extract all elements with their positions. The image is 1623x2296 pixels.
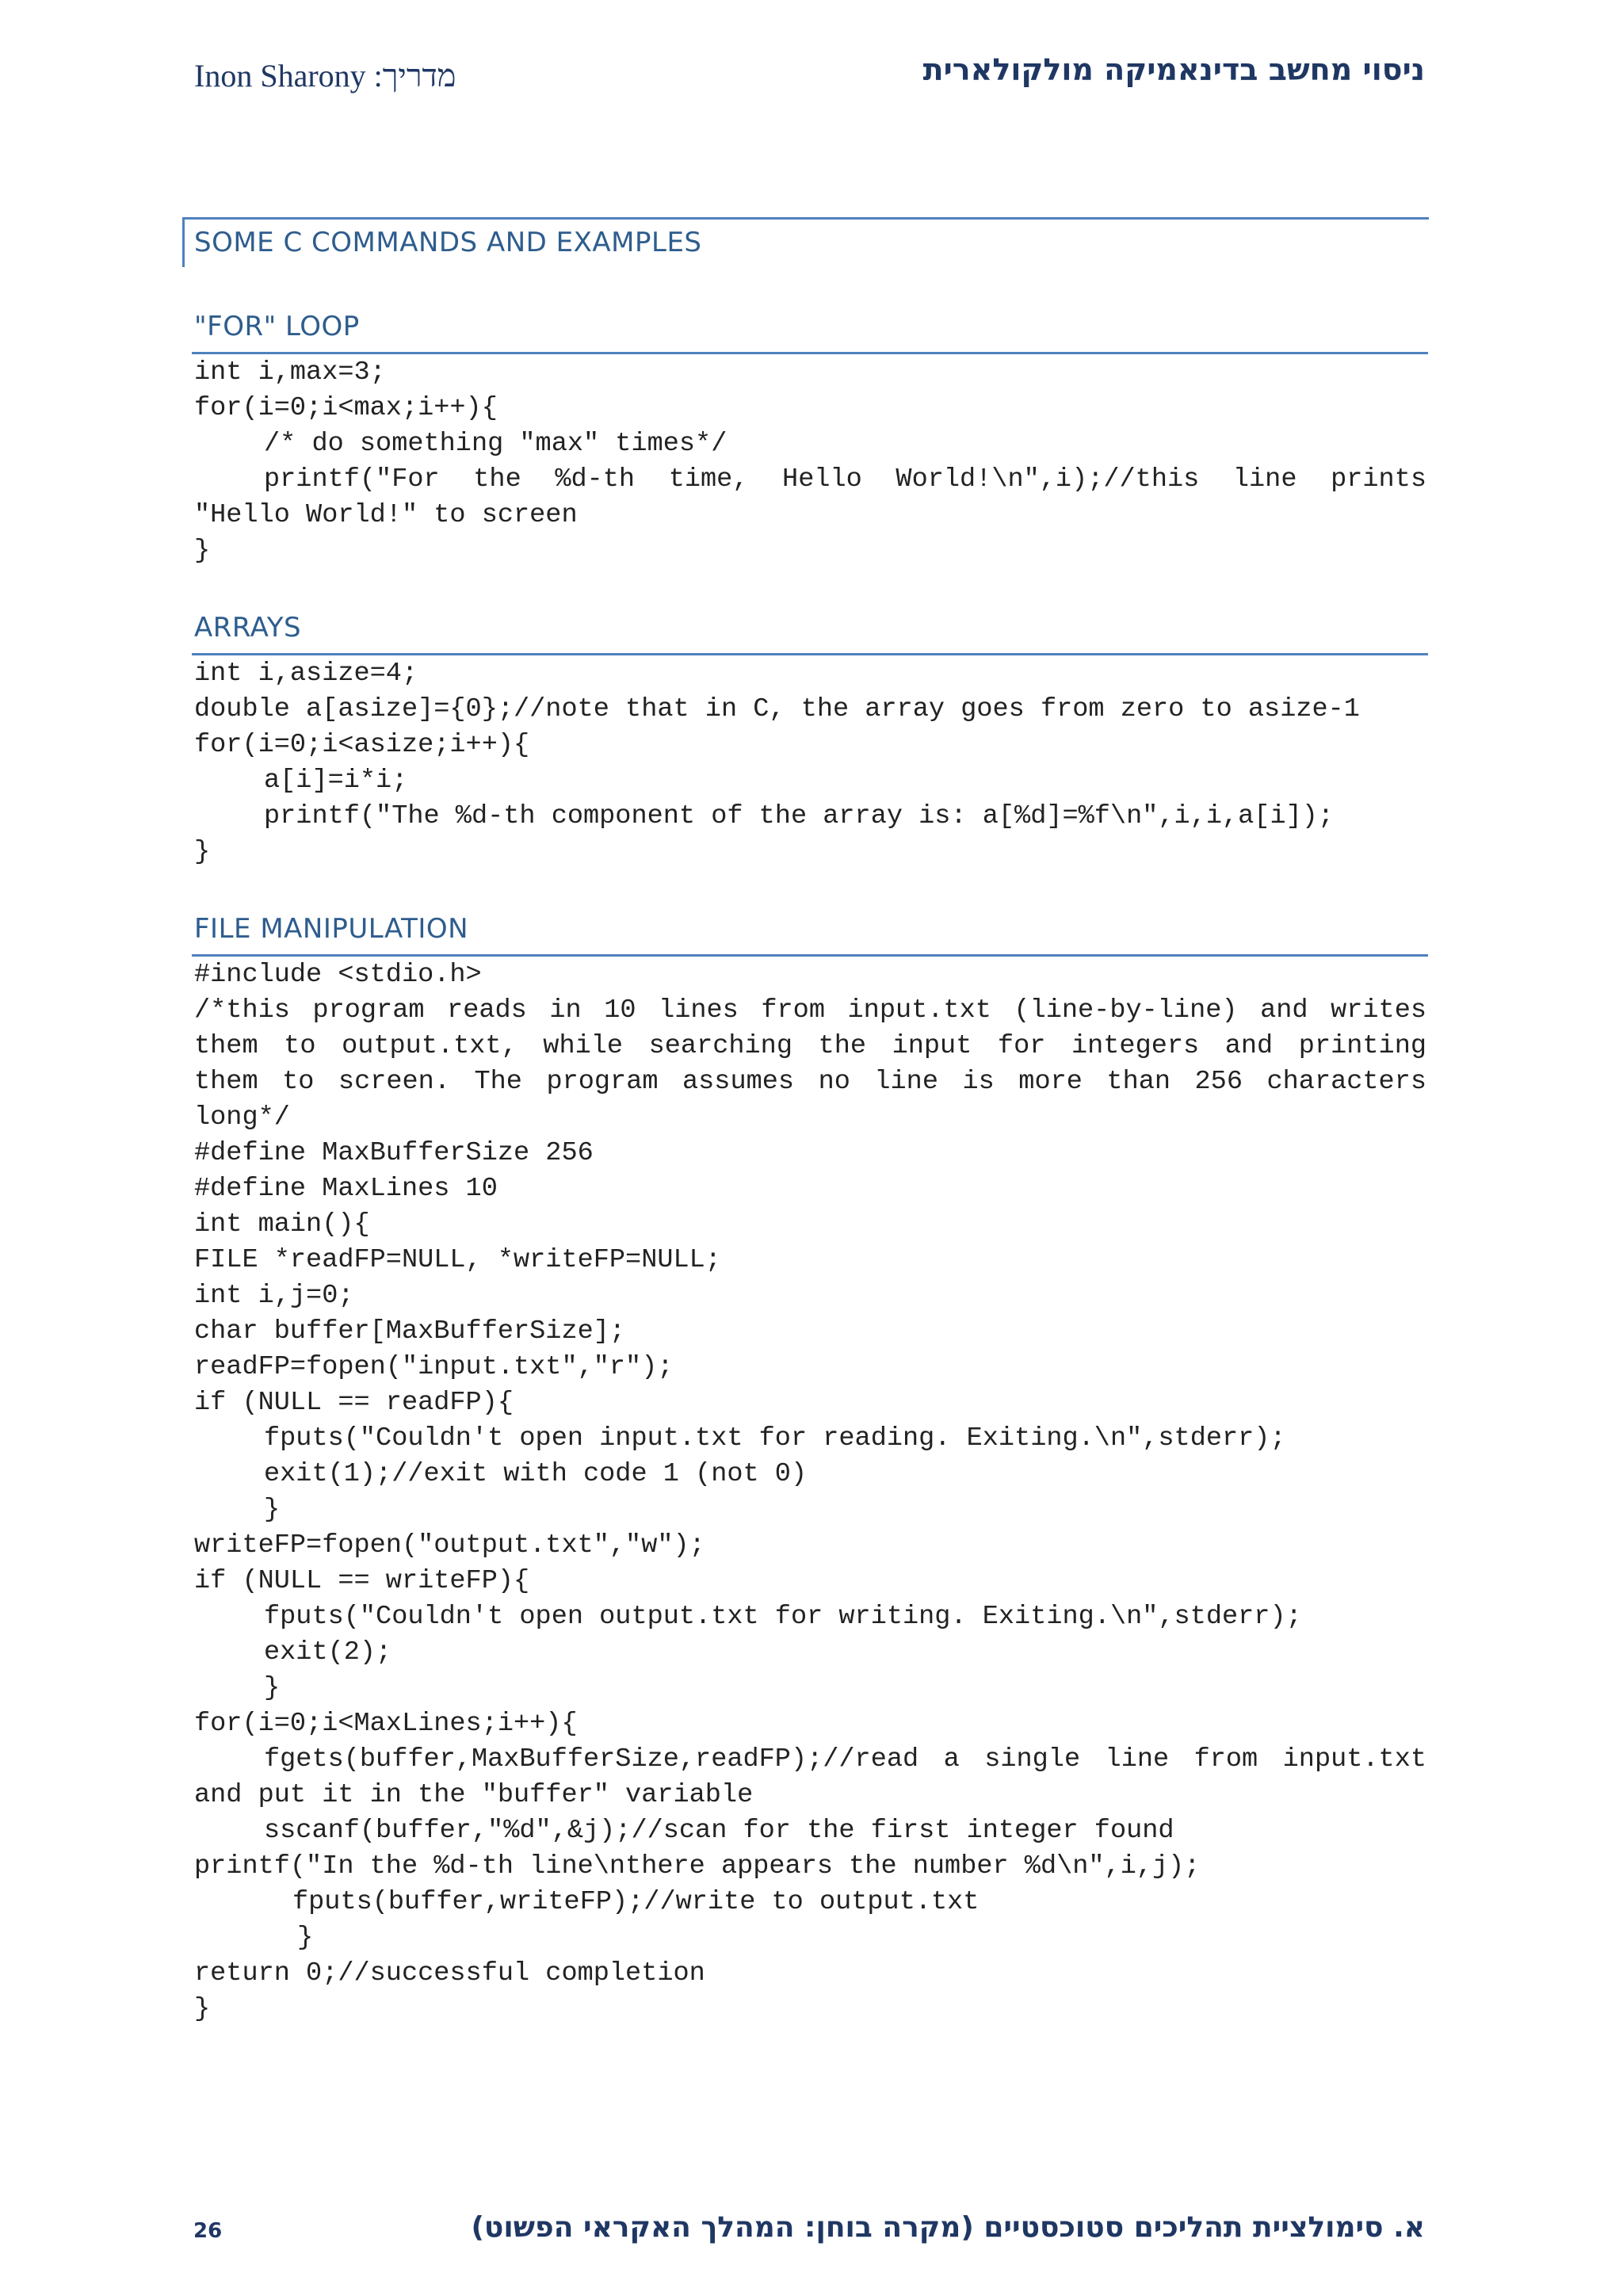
code-line: printf("In the %d-th line\nthere appears the number %d\n",i,j); xyxy=(194,1851,1201,1881)
code-line: /* do something "max" times*/ xyxy=(264,429,727,459)
code-line: int i,asize=4; xyxy=(194,659,418,689)
code-line: writeFP=fopen("output.txt","w"); xyxy=(194,1530,705,1561)
header-instructor: Inon Sharony :מדריך xyxy=(194,58,456,94)
code-line: for(i=0;i<MaxLines;i++){ xyxy=(194,1709,578,1739)
code-line: #define MaxLines 10 xyxy=(194,1174,498,1204)
code-line: for(i=0;i<max;i++){ xyxy=(194,393,498,423)
code-line: sscanf(buffer,"%d",&j);//scan for the first integer found xyxy=(264,1816,1174,1846)
code-line: #include <stdio.h> xyxy=(194,960,482,990)
section-heading-for-loop: "FOR" LOOP xyxy=(194,311,360,342)
code-line: FILE *readFP=NULL, *writeFP=NULL; xyxy=(194,1245,721,1275)
code-line: printf("The %d-th component of the array is: a[%d]=%f\n",i,i,a[i]); xyxy=(264,801,1335,831)
code-line: } xyxy=(264,1673,281,1703)
code-block-arrays xyxy=(194,656,1426,870)
header-course-title: ניסוי מחשב בדינאמיקה מולקולארית xyxy=(922,52,1425,87)
code-line: fputs("Couldn't open output.txt for writing. Exiting.\n",stderr); xyxy=(264,1602,1302,1632)
footer-chapter-title: א. סימולציית תהליכים סטוכסטיים (מקרה בוחן: המהלך האקראי הפשוט) xyxy=(471,2211,1425,2244)
code-line: them to output.txt, while searching the input for integers and printing xyxy=(194,1031,1426,1061)
code-line: if (NULL == writeFP){ xyxy=(194,1566,530,1596)
code-line: "Hello World!" to screen xyxy=(194,500,578,530)
section-rule xyxy=(192,352,1428,354)
code-line: readFP=fopen("input.txt","r"); xyxy=(194,1352,674,1382)
code-line: } xyxy=(194,837,211,867)
code-line: char buffer[MaxBufferSize]; xyxy=(194,1316,626,1347)
code-line: } xyxy=(264,1495,281,1525)
code-line: for(i=0;i<asize;i++){ xyxy=(194,730,530,760)
code-line: if (NULL == readFP){ xyxy=(194,1388,514,1418)
code-line: printf("For the %d-th time, Hello World!\n",i);//this line prints xyxy=(264,464,1426,495)
code-line: double a[asize]={0};//note that in C, the array goes from zero to asize-1 xyxy=(194,694,1360,724)
code-line: fgets(buffer,MaxBufferSize,readFP);//read a single line from input.txt xyxy=(264,1744,1426,1775)
code-line: } xyxy=(194,1994,211,2024)
page-title: SOME C COMMANDS AND EXAMPLES xyxy=(194,227,702,258)
code-line: #define MaxBufferSize 256 xyxy=(194,1138,594,1168)
code-block-file-manipulation xyxy=(194,957,1426,2027)
code-line: exit(2); xyxy=(264,1637,392,1668)
code-line: int main(){ xyxy=(194,1209,370,1240)
code-line: fputs("Couldn't open input.txt for reading. Exiting.\n",stderr); xyxy=(264,1423,1286,1454)
code-line: a[i]=i*i; xyxy=(264,766,408,796)
page-number: 26 xyxy=(193,2219,223,2243)
section-rule xyxy=(192,653,1428,655)
code-line: and put it in the "buffer" variable xyxy=(194,1780,754,1810)
code-line: fputs(buffer,writeFP);//write to output.txt xyxy=(292,1887,980,1917)
section-heading-arrays: ARRAYS xyxy=(194,612,302,644)
code-line: exit(1);//exit with code 1 (not 0) xyxy=(264,1459,808,1489)
code-block-for-loop xyxy=(194,355,1426,569)
code-line: } xyxy=(297,1923,314,1953)
code-line: } xyxy=(194,536,211,566)
code-line: long*/ xyxy=(194,1102,290,1133)
code-line: /*this program reads in 10 lines from input.txt (line-by-line) and writes xyxy=(194,995,1426,1026)
section-heading-file-manipulation: FILE MANIPULATION xyxy=(194,913,469,945)
code-line: them to screen. The program assumes no line is more than 256 characters xyxy=(194,1067,1426,1097)
section-rule xyxy=(192,954,1428,957)
code-line: return 0;//successful completion xyxy=(194,1958,705,1988)
code-line: int i,max=3; xyxy=(194,357,386,388)
code-line: int i,j=0; xyxy=(194,1281,354,1311)
